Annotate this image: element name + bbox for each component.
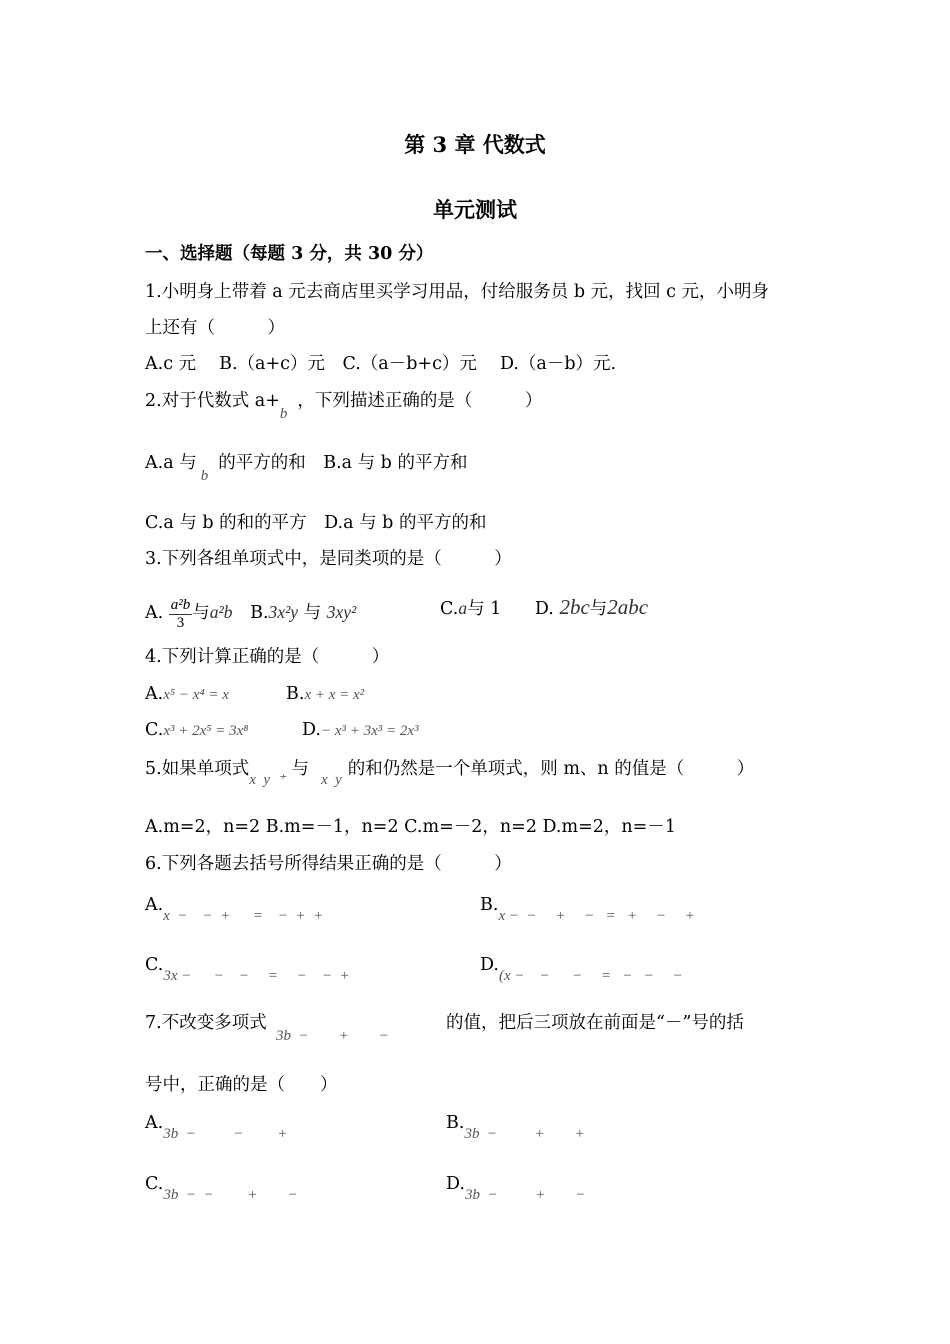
q3-stem: 3.下列各组单项式中，是同类项的是（ ） xyxy=(145,549,512,569)
q3-optB-label: B. xyxy=(250,603,269,623)
q4-option-a xyxy=(145,683,229,706)
q7-optD-expr: 3b − + − xyxy=(464,1187,586,1203)
q3-optD-right: 2abc xyxy=(607,595,649,619)
q2-option-ab xyxy=(145,452,468,484)
q7-polynomial: 3b − + − xyxy=(276,1028,389,1044)
q3-optA-label: A. xyxy=(145,603,164,623)
q7-optC-expr: 3b − − + − xyxy=(163,1187,298,1203)
q6-optB-label: B. xyxy=(480,895,499,915)
q4-optB-expr: x + x = x² xyxy=(304,687,365,703)
q6-optC-expr: 3x − − − = − − + xyxy=(163,968,350,984)
q2-stem xyxy=(145,390,543,422)
q3-optC-left: a xyxy=(458,598,468,618)
q4-option-b xyxy=(286,683,364,706)
q3-optB-right: 3xy² xyxy=(326,602,357,622)
chapter-title: 第 3 章 代数式 xyxy=(404,132,546,157)
q4-stem: 4.下列计算正确的是（ ） xyxy=(145,647,390,667)
q5-term2: x y xyxy=(320,772,342,788)
section-heading-multiple-choice: 一、选择题（每题 3 分，共 30 分） xyxy=(145,244,434,264)
q3-optD-left: 2bc xyxy=(559,595,590,619)
q3-optA-den: 3 xyxy=(176,615,185,631)
q1-stem-line2: 上还有（ ） xyxy=(145,318,285,338)
q6-optD-label: D. xyxy=(480,955,499,975)
q3-optD-mid: 与 xyxy=(589,599,608,619)
q4-optC-expr: x³ + 2x⁵ = 3x⁸ xyxy=(163,723,249,739)
q7-option-a xyxy=(145,1112,288,1142)
q5-options: A.m=2，n=2 B.m=－1，n=2 C.m=－2，n=2 D.m=2，n=－1 xyxy=(145,817,676,837)
q4-optC-label: C. xyxy=(145,720,164,740)
q6-option-a xyxy=(145,894,324,924)
q7-optA-label: A. xyxy=(145,1113,164,1133)
q3-optC-rest: 与 1 xyxy=(467,599,502,619)
q7-option-c xyxy=(145,1173,298,1203)
q7-option-b xyxy=(446,1112,585,1142)
q4-option-c xyxy=(145,719,249,742)
q6-option-c xyxy=(145,954,350,984)
q3-optB-left: 3x²y xyxy=(268,602,299,622)
q2-stem-post: ，下列描述正确的是（ ） xyxy=(297,391,543,411)
q4-optD-label: D. xyxy=(302,720,321,740)
q3-optA-fraction xyxy=(169,597,193,632)
q7-optB-label: B. xyxy=(446,1113,465,1133)
q6-optC-label: C. xyxy=(145,955,164,975)
q5-stem-post: 的和仍然是一个单项式，则 m、n 的值是（ ） xyxy=(347,759,755,779)
q5-stem xyxy=(145,758,755,788)
q2-frac-den: b xyxy=(279,406,288,422)
q2-optA-post: 的平方的和 B.a 与 b 的平方和 xyxy=(218,453,468,473)
unit-test-subtitle: 单元测试 xyxy=(433,197,517,222)
q3-optA-mid: 与 xyxy=(192,603,210,623)
q6-optB-expr: x − − + − = + − + xyxy=(498,908,695,924)
q2-optA-den: b xyxy=(200,468,209,484)
q7-optD-label: D. xyxy=(446,1174,465,1194)
q3-optC-label: C. xyxy=(440,599,459,619)
q3-optA-num: a²b xyxy=(170,597,191,613)
q2-option-cd: C.a 与 b 的和的平方 D.a 与 b 的平方的和 xyxy=(145,513,487,533)
q6-optA-expr: x − − + = − + + xyxy=(163,908,324,924)
q7-optA-expr: 3b − − + xyxy=(163,1126,288,1142)
q1-stem-line1: 1.小明身上带着 a 元去商店里买学习用品，付给服务员 b 元，找回 c 元，小明身 xyxy=(145,282,770,302)
q2-stem-pre: 2.对于代数式 a+ xyxy=(145,391,280,411)
q6-stem: 6.下列各题去括号所得结果正确的是（ ） xyxy=(145,854,512,874)
q6-option-b xyxy=(480,894,695,924)
q6-option-d xyxy=(480,954,683,984)
q4-optB-label: B. xyxy=(286,684,305,704)
q5-stem-pre: 5.如果单项式 xyxy=(145,759,250,779)
q7-optB-expr: 3b − + + xyxy=(464,1126,585,1142)
q4-optA-label: A. xyxy=(145,684,164,704)
q3-options-cd xyxy=(440,596,648,620)
q4-optA-expr: x⁵ − x⁴ = x xyxy=(163,687,229,703)
q2-optA-pre: A.a 与 xyxy=(145,453,197,473)
q6-optA-label: A. xyxy=(145,895,164,915)
q5-term1: x y ⁺ xyxy=(249,772,286,788)
q7-optC-label: C. xyxy=(145,1174,164,1194)
q3-optB-mid: 与 xyxy=(303,603,322,623)
q7-option-d xyxy=(446,1173,586,1203)
q7-stem-pre: 7.不改变多项式 xyxy=(145,1013,267,1033)
q7-stem-post: 的值，把后三项放在前面是“－”号的括 xyxy=(446,1013,744,1033)
q4-optD-expr: − x³ + 3x³ = 2x³ xyxy=(320,723,419,739)
q3-optD-label: D. xyxy=(534,599,554,619)
q4-option-d xyxy=(302,719,419,742)
q7-stem-line2: 号中，正确的是（ ） xyxy=(145,1075,338,1095)
q3-optA-right: a²b xyxy=(209,602,233,622)
q1-options: A.c 元 B.（a+c）元 C.（a－b+c）元 D.（a－b）元. xyxy=(145,354,617,374)
q6-optD-expr: (x − − − = − − − xyxy=(498,968,683,984)
q3-options-ab xyxy=(145,596,356,631)
q5-stem-mid: 与 xyxy=(291,759,309,779)
